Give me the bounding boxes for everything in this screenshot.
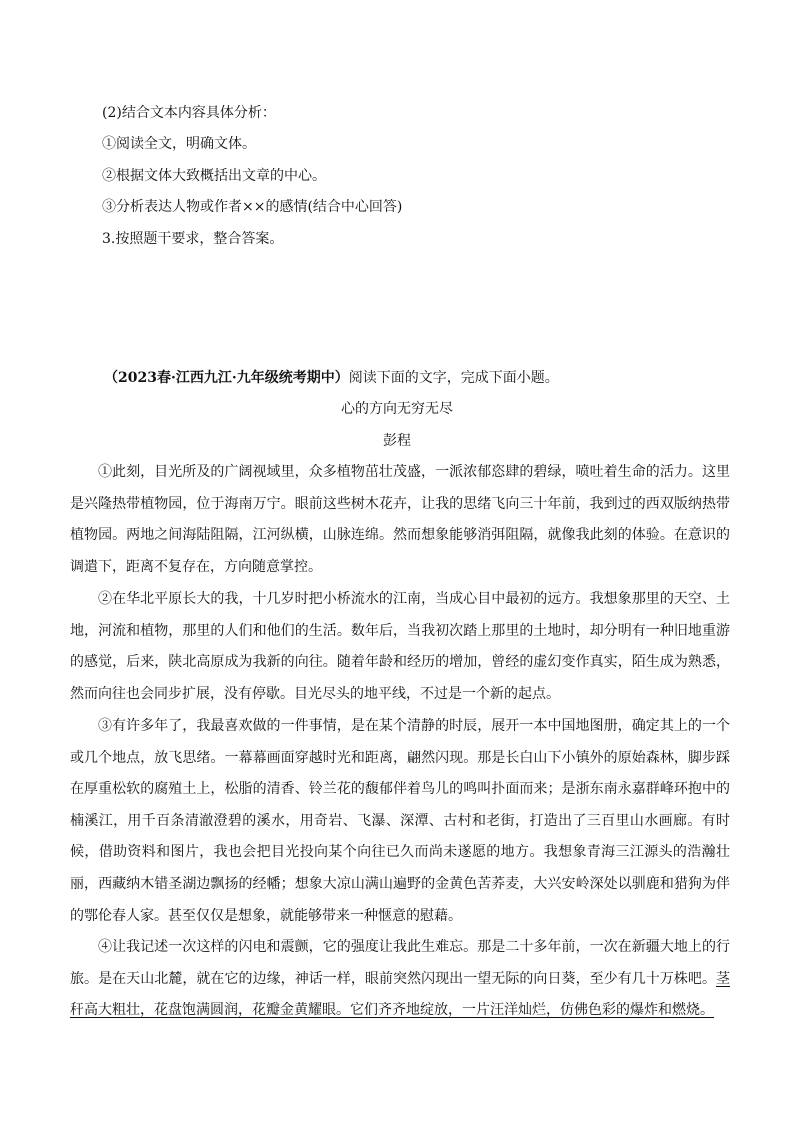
question-source: （2023春·江西九江·九年级统考期中） — [104, 370, 349, 386]
essay-paragraph — [70, 932, 730, 1027]
analysis-step: ②根据文体大致概括出文章的中心。 — [102, 168, 326, 184]
analysis-step: ③分析表达人物或作者××的感情(结合中心回答) — [102, 199, 403, 215]
underlined-sentence: 茎秆高大粗壮，花盘饱满圆润，花瓣金黄耀眼。它们齐齐地绽放，一片汪洋灿烂，仿佛色彩的爆炸和燃烧。 — [70, 970, 730, 1019]
essay-title: 心的方向无穷无尽 — [341, 401, 453, 417]
analysis-step: ①阅读全文，明确文体。 — [102, 136, 256, 152]
paragraph-text: ②在华北平原长大的我，十几岁时把小桥流水的江南，当成心目中最初的远方。我想象那里的天空、土地，河流和植物，那里的人们和他们的生活。数年后，当我初次踏上那里的土地时，却分明有一种旧地重游的感觉，后来，陕北高原成为我新的向往。随着年龄和经历的增加，曾经的虚幻变作真实，陌生成为熟悉，然而向往也会同步扩展，没有停歇。目光尽头的地平线，不过是一个新的起点。 — [70, 591, 730, 702]
essay-paragraph — [70, 711, 730, 932]
paragraph-plain-text: ④让我记述一次这样的闪电和震颤，它的强度让我此生难忘。那是二十多年前，一次在新疆大地上的行旅。是在天山北麓，就在它的边缘，神话一样，眼前突然闪现出一望无际的向日葵，至少有几十万株吧。 — [70, 939, 730, 987]
paragraph-text: ③有许多年了，我最喜欢做的一件事情，是在某个清静的时辰，展开一本中国地图册，确定其上的一个或几个地点，放飞思绪。一幕幕画面穿越时光和距离，翩然闪现。那是长白山下小镇外的原始森林，脚步踩在厚重松软的腐殖土上，松脂的清香、铃兰花的馥郁伴着鸟儿的鸣叫扑面而来；是浙东南永嘉群峰环抱中的楠溪江，用千百条清澈澄碧的溪水，用奇岩、飞瀑、深潭、古村和老街，打造出了三百里山水画廊。有时候，借助资料和图片，我也会把目光投向某个向往已久而尚未遂愿的地方。我想象青海三江源头的浩瀚壮丽，西藏纳木错圣湖边飘扬的经幡；想象大凉山满山遍野的金黄色苦荞麦，大兴安岭深处以驯鹿和猎狗为伴的鄂伦春人家。甚至仅仅是想象，就能够带来一种惬意的慰藉。 — [70, 718, 730, 924]
essay-paragraph — [70, 584, 730, 710]
question-instruction: 阅读下面的文字，完成下面小题。 — [348, 370, 559, 386]
question-header — [104, 368, 559, 388]
paragraph-text: ①此刻，目光所及的广阔视域里，众多植物茁壮茂盛，一派浓郁恣肆的碧绿，喷吐着生命的活力。这里是兴隆热带植物园，位于海南万宁。眼前这些树木花卉，让我的思绪飞向三十年前，我到过的西双版纳热带植物园。两地之间海陆阻隔，江河纵横，山脉连绵。然而想象能够消弭阻隔，就像我此刻的体验。在意识的调遣下，距离不复存在，方向随意掌控。 — [70, 464, 730, 575]
essay-paragraph — [70, 457, 730, 583]
analysis-step: (2)结合文本内容具体分析： — [102, 105, 276, 121]
paragraph-text — [70, 932, 730, 1027]
essay-author: 彭程 — [383, 433, 411, 449]
analysis-step: 3.按照题干要求，整合答案。 — [102, 231, 284, 247]
